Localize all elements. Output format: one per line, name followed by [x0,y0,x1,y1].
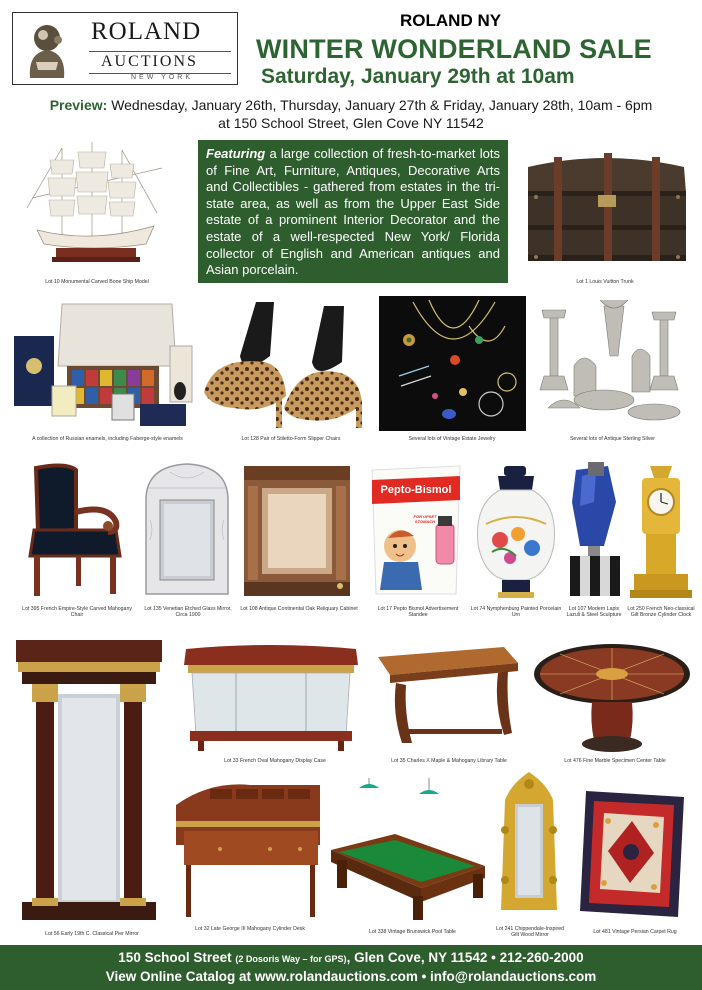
caption-sculpture: Lot 107 Modern Lapis Lazuli & Steel Sculpture [566,606,622,619]
marble-table-image [530,640,694,755]
caption-trunk: Lot 1 Louis Vuitton Trunk [576,279,634,285]
caption-enamels: A collection of Russian enamels, including Faberge-style enamels [32,436,183,442]
caption-jewelry: Several lots of Vintage Estate Jewelry [408,436,496,442]
lapis-sculpture-image [564,462,624,600]
caption-pool: Lot 338 Vintage Brunswick Pool Table [369,929,456,935]
trunk-image [524,145,689,270]
empire-chair-image [16,460,136,600]
russian-enamels-image [12,296,197,431]
pepto-tag: FOR UPSET STOMACH [413,514,437,524]
caption-urn: Lot 74 Nymphenburg Painted Porcelain Urn [470,606,562,619]
ship-model-image [22,138,167,274]
footer-address-note: (2 Dosoris Way – for GPS) [235,954,347,964]
caption-desk: Lot 32 Late George III Mahogany Cylinder Desk [195,926,305,932]
persian-rug-image [574,785,692,923]
logo-divider [89,51,231,52]
caption-silver: Several lots of Antique Sterling Silver [569,436,656,442]
footer-contact: View Online Catalog at www.rolandauctions.com • info@rolandauctions.com [105,969,597,984]
caption-table: Lot 35 Charles X Maple & Mahogany Library Table [391,758,507,764]
logo-subtitle: AUCTIONS [101,53,198,70]
pier-mirror-image [14,636,164,926]
footer-address [0,950,702,965]
caption-heels: Lot 128 Pair of Stiletto-Form Slipper Chairs [241,436,341,442]
feature-lead: Featuring [206,146,266,161]
venetian-mirror-image [140,460,234,600]
logo-city: NEW YORK [131,74,193,81]
caption-reliquary: Lot 108 Antique Continental Oak Reliquary Cabinet [240,606,358,612]
caption-rug: Lot 481 Vintage Persian Carpet Rug [593,929,677,935]
caption-case: Lot 33 French Oval Mahogany Display Case [224,758,326,764]
sale-date: Saturday, January 29th at 10am [261,65,575,88]
pool-table-image [325,778,489,923]
cylinder-desk-image [170,775,324,920]
preview-info [0,96,702,132]
sale-title: WINTER WONDERLAND SALE [256,34,652,64]
sterling-silver-image [534,296,694,431]
caption-pier: Lot 56 Early 19th C. Classical Pier Mirror [45,931,139,937]
feature-description [198,140,508,283]
caption-marble: Lot 476 Fine Marble Specimen Center Table [564,758,666,764]
stiletto-chairs-image [204,296,369,431]
caption-mirror1: Lot 135 Venetian Etched Glass Mirror, Circa 1900 [144,606,232,619]
logo-name: ROLAND [91,18,202,45]
display-case-image [176,643,366,753]
logo-emblem-icon [18,18,76,80]
gilt-mirror-image [495,770,563,920]
caption-pepto: Lot 17 Pepto Bismol Advertisement Standee [377,606,459,619]
auction-house-title: ROLAND NY [400,11,502,30]
footer [0,945,702,990]
footer-address-rest: , Glen Cove, NY 11542 • 212-260-2000 [346,950,584,965]
pepto-standee-image [366,460,466,602]
footer-address-main: 150 School Street [118,950,232,965]
cylinder-clock-image [628,462,694,600]
caption-mirror2: Lot 241 Chippendale-Inspired Gilt Wood Mirror [495,926,565,939]
pepto-brand: Pepto-Bismol [380,484,452,496]
caption-ship: Lot 10 Monumental Carved Bone Ship Model [45,279,149,285]
preview-dates: Wednesday, January 26th, Thursday, January 27th & Friday, January 28th, 10am - 6pm [111,97,653,113]
caption-chair: Lot 395 French Empire-Style Carved Mahogany Chair [22,606,132,619]
feature-text: a large collection of fresh-to-market lots of Fine Art, Furniture, Antiques, Decorative Arts and Collectibles - gathered from estates in the tri-state area, as well as from the Upper East Side estate of a prominent Interior Decorator and the estate of a well-respected New York/ Florida collector of English and American antiques and Asian porcelain. [206,146,500,278]
library-table-image [372,643,522,755]
jewelry-image [379,296,526,431]
preview-label: Preview: [49,97,108,113]
caption-clock: Lot 250 French Neo-classical Gilt Bronze Cylinder Clock [627,606,695,619]
reliquary-cabinet-image [240,462,355,600]
roland-logo [12,12,238,85]
porcelain-urn-image [470,464,562,600]
preview-address: at 150 School Street, Glen Cove NY 11542 [218,115,484,131]
